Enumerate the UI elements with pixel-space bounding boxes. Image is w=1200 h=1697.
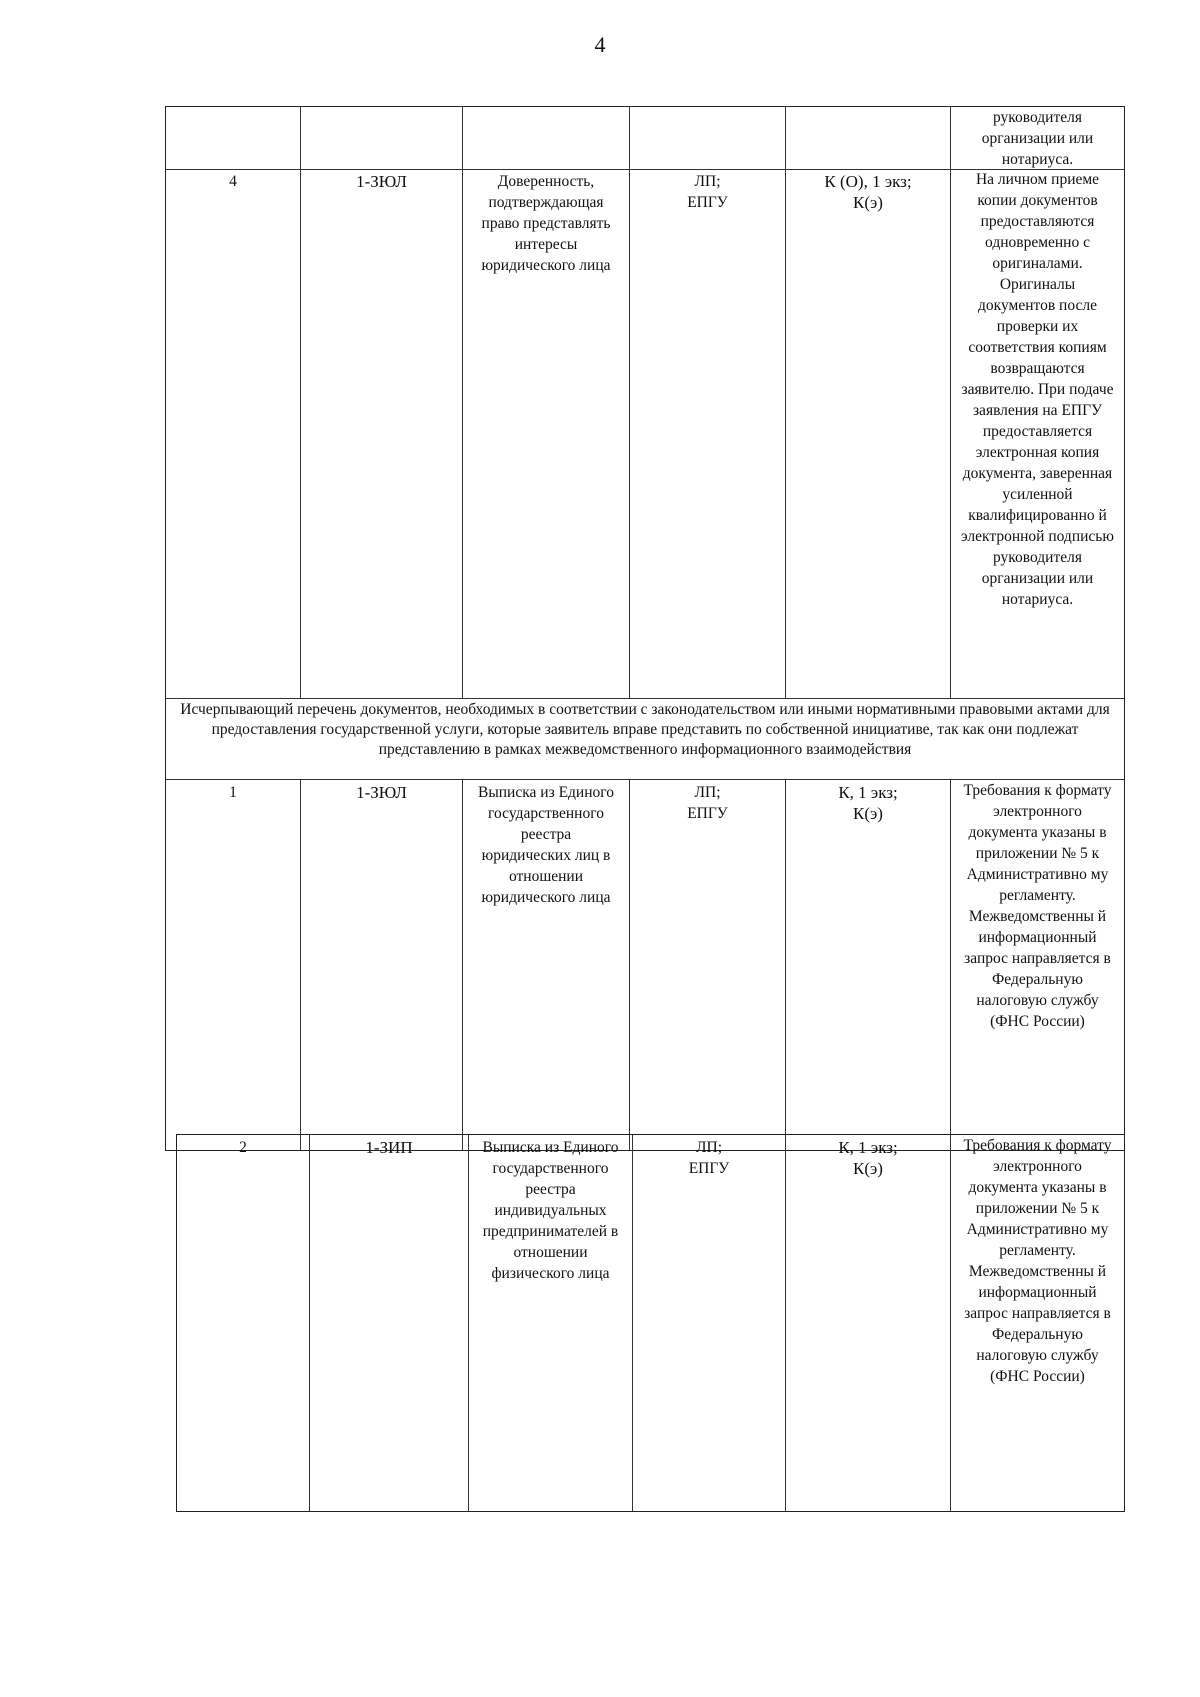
table-row-2 [177, 1135, 1124, 1511]
document-form: К (О), 1 экз; К(э) [824, 172, 912, 212]
submission-method: ЛП; ЕПГУ [687, 173, 728, 211]
document-code: 1-ЗЮЛ [356, 172, 407, 191]
document-form: К, 1 экз; К(э) [838, 1138, 898, 1178]
cell-form [786, 1135, 951, 1511]
cell-form [786, 169, 951, 698]
submission-method: ЛП; ЕПГУ [688, 1139, 730, 1177]
note-text: Требования к формату электронного документа указаны в приложении № 5 к Административно му регламенту. Межведомственны й информационный запрос направляется в Федеральную налоговую службу (ФНС России) [963, 782, 1112, 1030]
note-text: руководителя организации или нотариуса. [981, 109, 1094, 168]
document-table-top [165, 106, 1125, 1151]
cell-note [951, 780, 1124, 1150]
row-number: 1 [229, 784, 237, 801]
cell-code [301, 780, 463, 1150]
cell-note [951, 169, 1124, 698]
table-row-4 [166, 169, 1124, 699]
row-number: 2 [239, 1139, 247, 1156]
cell-note [951, 107, 1124, 169]
document-name: Выписка из Единого государственного реестра юридических лиц в отношении юридического лица [478, 784, 614, 906]
cell-num [166, 169, 301, 698]
cell-method [630, 107, 786, 169]
document-name: Доверенность, подтверждающая право представлять интересы юридического лица [481, 173, 611, 274]
cell-method [633, 1135, 786, 1511]
document-code: 1-ЗЮЛ [356, 783, 407, 802]
section-header-text: Исчерпывающий перечень документов, необходимых в соответствии с законодательством или иными нормативными правовыми актами для предоставления государственной услуги, которые заявитель вправе представить по собственной инициативе, так как они подлежат представлению в рамках межведомственного информационного взаимодействия [180, 701, 1110, 758]
cell-name [463, 780, 630, 1150]
cell-method [630, 169, 786, 698]
cell-form [786, 780, 951, 1150]
document-table-bottom [176, 1134, 1125, 1512]
cell-form [786, 107, 951, 169]
page-number: 4 [594, 32, 606, 57]
document-code: 1-ЗИП [365, 1138, 413, 1157]
submission-method: ЛП; ЕПГУ [687, 784, 728, 822]
note-text: Требования к формату электронного документа указаны в приложении № 5 к Административно му регламенту. Межведомственны й информационный запрос направляется в Федеральную налоговую службу (ФНС России) [963, 1137, 1112, 1385]
cell-method [630, 780, 786, 1150]
document-form: К, 1 экз; К(э) [838, 783, 898, 823]
cell-num [166, 107, 301, 169]
table-row-continuation [166, 107, 1124, 170]
cell-note [951, 1135, 1124, 1511]
document-name: Выписка из Единого государственного реестра индивидуальных предпринимателей в отношении физического лица [482, 1139, 619, 1282]
cell-name [463, 169, 630, 698]
table-row-1 [166, 780, 1124, 1150]
cell-name [463, 107, 630, 169]
cell-code [301, 169, 463, 698]
cell-name [469, 1135, 633, 1511]
cell-num [166, 780, 301, 1150]
row-number: 4 [229, 173, 237, 190]
cell-code [301, 107, 463, 169]
cell-code [310, 1135, 469, 1511]
note-text: На личном приеме копии документов предоставляются одновременно с оригиналами. Оригиналы документов после проверки их соответствия копиям возвращаются заявителю. При подаче заявления на ЕПГУ предоставляется электронная копия документа, заверенная усиленной квалифицированно й электронной подписью руководителя организации или нотариуса. [961, 171, 1114, 608]
cell-num [177, 1135, 310, 1511]
section-header [166, 698, 1124, 780]
